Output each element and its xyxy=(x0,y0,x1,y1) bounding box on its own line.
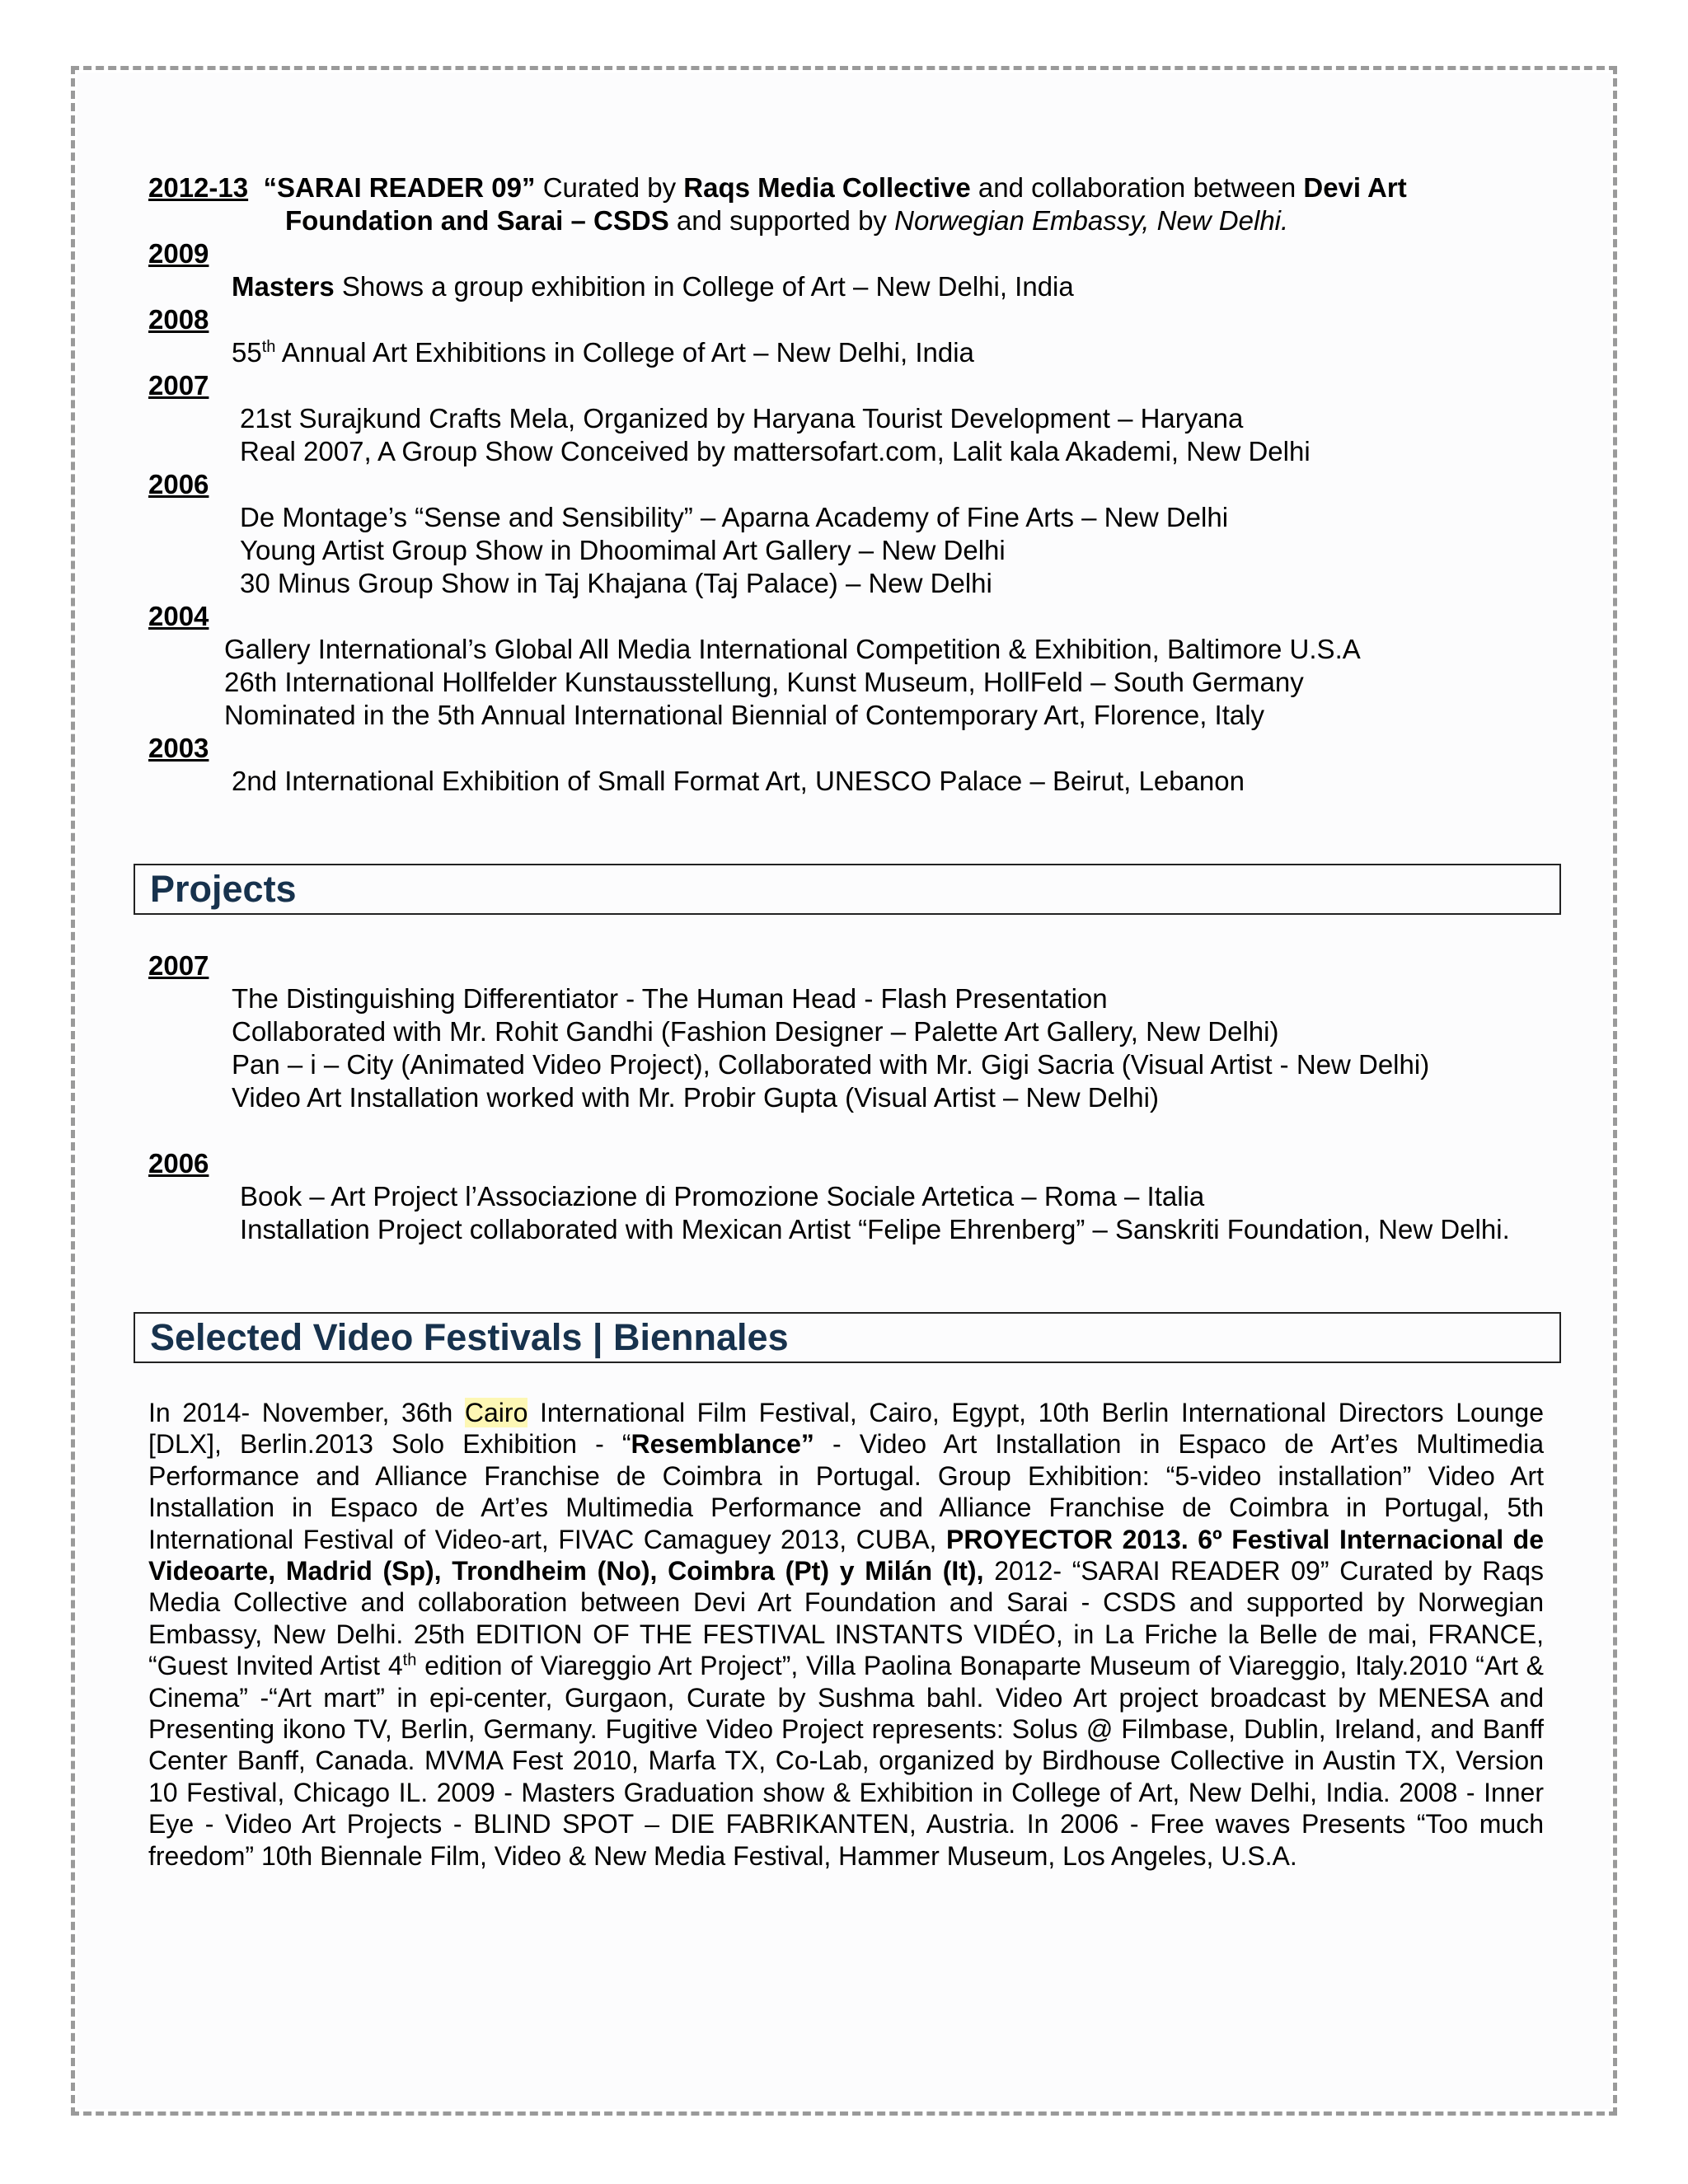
organization-name: Foundation and Sarai – CSDS xyxy=(285,205,669,236)
text: International Film Festival, Cairo, Egypt, 10th Berlin International Directors Lounge [DLX], Berlin.2013 Solo Exhibition - “ xyxy=(148,1398,1544,1460)
exhibition-item xyxy=(232,336,974,369)
exhibition-item: Nominated in the 5th Annual International Biennial of Contemporary Art, Florence, Italy xyxy=(224,700,1265,730)
festivals-paragraph xyxy=(148,1397,1544,1872)
year-label: 2006 xyxy=(148,1148,209,1179)
project-item: Book – Art Project l’Associazione di Promozione Sociale Artetica – Roma – Italia xyxy=(240,1181,1205,1212)
text: 2012- “SARAI READER 09” Curated by Raqs Media Collective and collaboration between Devi Art Foundation and Sarai - CSDS and supported by Norwegian Embassy, New Delhi. 25th EDITION OF THE FESTIVAL INSTANTS VIDÉO, in La Friche la Belle de mai, FRANCE, “Guest Invited Artist 4 xyxy=(148,1556,1545,1681)
text: Shows a group exhibition in College of Art – New Delhi, India xyxy=(334,271,1074,302)
year-label: 2007 xyxy=(148,950,209,981)
text: 55 xyxy=(232,337,262,368)
text-bold: PROYECTOR 2013. 6º Festival Internacional de Videoarte, Madrid (Sp), Trondheim (No), Coimbra (Pt) y Milán (It), xyxy=(148,1524,1545,1586)
exhibition-item: 2nd International Exhibition of Small Format Art, UNESCO Palace – Beirut, Lebanon xyxy=(232,766,1245,796)
year-label: 2009 xyxy=(148,238,209,269)
text: Annual Art Exhibitions in College of Art – New Delhi, India xyxy=(275,337,974,368)
year-label: 2008 xyxy=(148,304,209,335)
organization-name: Devi Art xyxy=(1303,172,1407,203)
section-heading-projects: Projects xyxy=(134,864,1561,915)
exhibition-item xyxy=(232,270,1074,303)
text: Curated by xyxy=(535,172,684,203)
exhibition-item: Gallery International’s Global All Media International Competition & Exhibition, Baltimore U.S.A xyxy=(224,634,1361,664)
text: In 2014- November, 36th xyxy=(148,1398,465,1427)
text: and collaboration between xyxy=(970,172,1304,203)
text: edition of Viareggio Art Project”, Villa Paolina Bonaparte Museum of Viareggio, Italy.2010 “Art & Cinema” -“Art mart” in epi-center, Gurgaon, Curate by Sushma bahl. Video Art project broadcast by MENESA and Presenting ikono TV, Berlin, Germany. Fugitive Video Project represents: Solus @ Filmbase, Dublin, Ireland, and Banff Center Banff, Canada. MVMA Fest 2010, Marfa TX, Co-Lab, organized by Birdhouse Collective in Austin TX, Version 10 Festival, Chicago IL. 2009 - Masters Graduation show & Exhibition in College of Art, New Delhi, India. 2008 - Inner Eye - Video Art Projects - BLIND SPOT – DIE FABRIKANTEN, Austria. In 2006 - Free waves Presents “Too much freedom” 10th Biennale Film, Video & New Media Festival, Hammer Museum, Los Angeles, U.S.A. xyxy=(148,1651,1545,1871)
year-label: 2007 xyxy=(148,370,209,401)
year-label: 2003 xyxy=(148,733,209,763)
text-bold: Resemblance” xyxy=(631,1429,814,1460)
superscript: th xyxy=(261,338,276,356)
text: - Video Art Installation in Espaco de Art’es Multimedia Performance and Alliance Franchise de Coimbra in Portugal. Group Exhibition: “5-video installation” Video Art Installation in Espaco de Art’es Multimedia Performance and Alliance Franchise de Coimbra in Portugal, 5th International Festival of Video-art, FIVAC Camaguey 2013, CUBA, xyxy=(148,1429,1545,1554)
highlighted-text: Cairo xyxy=(464,1398,528,1427)
project-item: Pan – i – City (Animated Video Project), Collaborated with Mr. Gigi Sacria (Visual Artist - New Delhi) xyxy=(232,1049,1430,1080)
exhibition-item: Real 2007, A Group Show Conceived by mattersofart.com, Lalit kala Akademi, New Delhi xyxy=(240,436,1311,466)
superscript: th xyxy=(402,1651,417,1670)
text-bold: Masters xyxy=(232,271,335,302)
project-item: Video Art Installation worked with Mr. Probir Gupta (Visual Artist – New Delhi) xyxy=(232,1082,1159,1113)
text: and supported by xyxy=(668,205,895,236)
year-label: 2012-13 xyxy=(148,172,249,203)
exhibition-2012-line2 xyxy=(285,204,1288,237)
project-item: Installation Project collaborated with Mexican Artist “Felipe Ehrenberg” – Sanskriti Foundation, New Delhi. xyxy=(240,1214,1510,1244)
exhibition-item: 30 Minus Group Show in Taj Khajana (Taj Palace) – New Delhi xyxy=(240,568,992,598)
year-label: 2006 xyxy=(148,469,209,499)
exhibition-item: 21st Surajkund Crafts Mela, Organized by Haryana Tourist Development – Haryana xyxy=(240,403,1244,434)
project-item: Collaborated with Mr. Rohit Gandhi (Fashion Designer – Palette Art Gallery, New Delhi) xyxy=(232,1016,1279,1047)
exhibition-item: Young Artist Group Show in Dhoomimal Art Gallery – New Delhi xyxy=(240,535,1006,565)
sponsor-name: Norwegian Embassy, New Delhi. xyxy=(894,205,1289,236)
exhibition-title: “SARAI READER 09” xyxy=(263,172,536,203)
section-heading-festivals: Selected Video Festivals | Biennales xyxy=(134,1312,1561,1363)
year-label: 2004 xyxy=(148,601,209,631)
curator-name: Raqs Media Collective xyxy=(683,172,971,203)
exhibition-2012-line1 xyxy=(148,171,1407,204)
exhibition-item: 26th International Hollfelder Kunstausstellung, Kunst Museum, HollFeld – South Germany xyxy=(224,667,1304,697)
project-item: The Distinguishing Differentiator - The Human Head - Flash Presentation xyxy=(232,983,1108,1014)
exhibition-item: De Montage’s “Sense and Sensibility” – Aparna Academy of Fine Arts – New Delhi xyxy=(240,502,1229,532)
